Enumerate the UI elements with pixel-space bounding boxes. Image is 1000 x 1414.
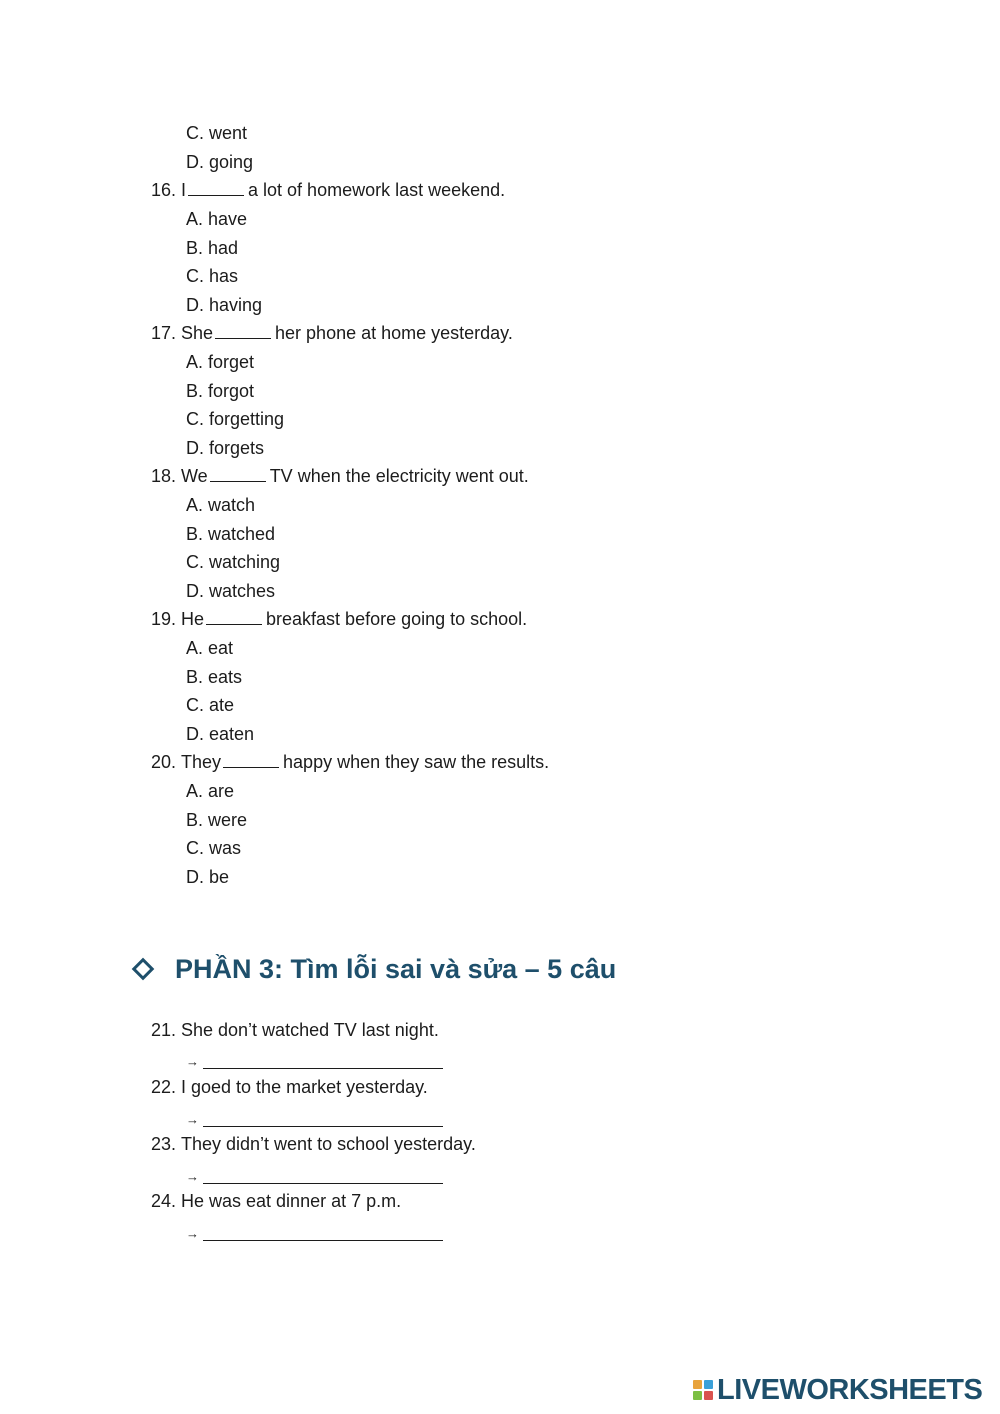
correction-answer-23[interactable] xyxy=(186,1162,443,1184)
option-18-a[interactable]: A. watch xyxy=(186,495,256,515)
answer-blank xyxy=(210,465,266,482)
option-15-d[interactable]: D. going xyxy=(186,152,254,172)
correction-answer-22[interactable] xyxy=(186,1105,443,1127)
answer-blank xyxy=(215,322,271,339)
error-question-21 xyxy=(151,1019,439,1041)
logo-tile xyxy=(704,1391,713,1400)
question-text-after: her phone at home yesterday. xyxy=(275,323,513,343)
option-16-b[interactable]: B. had xyxy=(186,238,239,258)
question-text-after: breakfast before going to school. xyxy=(266,609,528,629)
option-18-b[interactable]: B. watched xyxy=(186,524,276,544)
logo-text: LIVEWORKSHEETS xyxy=(717,1373,983,1406)
question-text-after: TV when the electricity went out. xyxy=(269,466,529,486)
option-20-b[interactable]: B. were xyxy=(186,810,248,830)
answer-line[interactable] xyxy=(203,1226,443,1241)
section-3-heading xyxy=(131,950,616,988)
answer-line[interactable] xyxy=(203,1169,443,1184)
question-text-before: She xyxy=(181,323,214,343)
option-20-d[interactable]: D. be xyxy=(186,867,230,887)
liveworksheets-logo xyxy=(693,1373,982,1407)
option-16-d[interactable]: D. having xyxy=(186,295,263,315)
option-20-c[interactable]: C. was xyxy=(186,838,242,858)
logo-grid-icon xyxy=(693,1380,713,1400)
option-20-a[interactable]: A. are xyxy=(186,781,235,801)
question-number: 19. xyxy=(151,609,177,629)
option-16-c[interactable]: C. has xyxy=(186,266,239,286)
question-number: 17. xyxy=(151,323,177,343)
error-question-22 xyxy=(151,1076,428,1098)
answer-line[interactable] xyxy=(203,1112,443,1127)
question-text-before: He xyxy=(181,609,205,629)
answer-blank xyxy=(206,608,262,625)
option-19-d[interactable]: D. eaten xyxy=(186,724,255,744)
question-number: 22. xyxy=(151,1077,177,1097)
question-text-after: a lot of homework last weekend. xyxy=(248,180,506,200)
question-text-before: We xyxy=(181,466,208,486)
option-17-d[interactable]: D. forgets xyxy=(186,438,265,458)
arrow-right-icon: → xyxy=(186,1112,199,1127)
answer-line[interactable] xyxy=(203,1054,443,1069)
arrow-right-icon: → xyxy=(186,1169,199,1184)
option-15-c[interactable]: C. went xyxy=(186,123,248,143)
option-19-a[interactable]: A. eat xyxy=(186,638,234,658)
question-text: She don’t watched TV last night. xyxy=(181,1020,439,1040)
logo-tile xyxy=(693,1391,702,1400)
correction-answer-21[interactable] xyxy=(186,1047,443,1069)
question-number: 18. xyxy=(151,466,177,486)
diamond-bullet-icon xyxy=(132,958,155,981)
question-number: 20. xyxy=(151,752,177,772)
option-19-c[interactable]: C. ate xyxy=(186,695,235,715)
question-number: 23. xyxy=(151,1134,177,1154)
logo-tile xyxy=(693,1380,702,1389)
question-17 xyxy=(151,322,513,344)
question-number: 16. xyxy=(151,180,177,200)
logo-tile xyxy=(704,1380,713,1389)
question-text: He was eat dinner at 7 p.m. xyxy=(181,1191,402,1211)
option-19-b[interactable]: B. eats xyxy=(186,667,243,687)
question-16 xyxy=(151,179,505,201)
question-20 xyxy=(151,751,549,773)
correction-answer-24[interactable] xyxy=(186,1219,443,1241)
question-18 xyxy=(151,465,529,487)
question-text-before: I xyxy=(181,180,187,200)
option-17-c[interactable]: C. forgetting xyxy=(186,409,285,429)
section-title: PHẦN 3: Tìm lỗi sai và sửa – 5 câu xyxy=(175,953,617,984)
question-number: 21. xyxy=(151,1020,177,1040)
arrow-right-icon: → xyxy=(186,1054,199,1069)
question-number: 24. xyxy=(151,1191,177,1211)
option-18-c[interactable]: C. watching xyxy=(186,552,281,572)
option-17-a[interactable]: A. forget xyxy=(186,352,255,372)
question-text: They didn’t went to school yesterday. xyxy=(181,1134,476,1154)
error-question-23 xyxy=(151,1133,476,1155)
question-text: I goed to the market yesterday. xyxy=(181,1077,428,1097)
option-17-b[interactable]: B. forgot xyxy=(186,381,255,401)
answer-blank xyxy=(188,179,244,196)
option-18-d[interactable]: D. watches xyxy=(186,581,276,601)
error-question-24 xyxy=(151,1190,401,1212)
answer-blank xyxy=(223,751,279,768)
option-16-a[interactable]: A. have xyxy=(186,209,248,229)
question-text-after: happy when they saw the results. xyxy=(283,752,550,772)
arrow-right-icon: → xyxy=(186,1226,199,1241)
question-19 xyxy=(151,608,527,630)
question-text-before: They xyxy=(181,752,222,772)
